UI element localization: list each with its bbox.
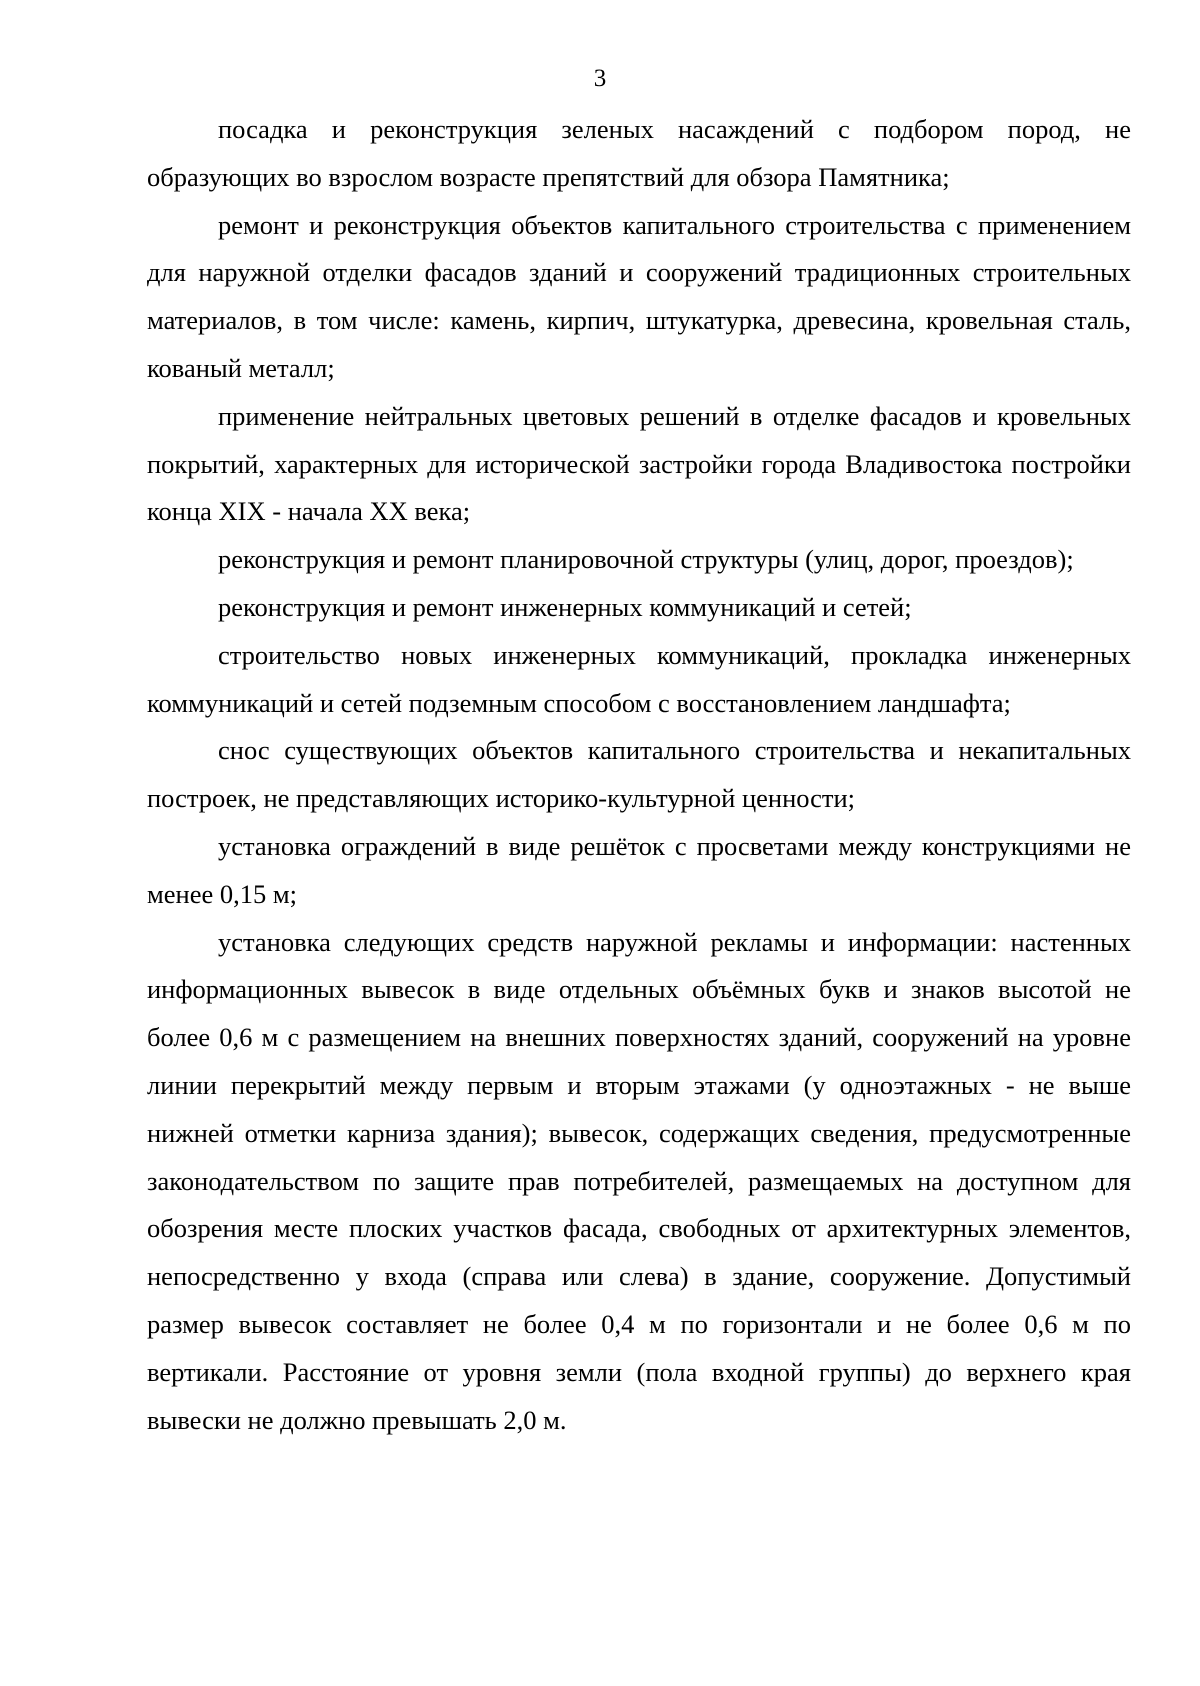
paragraph-demolition: снос существующих объектов капитального строительства и некапитальных построек, не представляющих историко-культурной ценности; [147,735,1131,814]
paragraph-fences: установка ограждений в виде решёток с просветами между конструкциями не менее 0,15 м; [147,830,1131,909]
paragraph-new-engineering-networks: строительство новых инженерных коммуникаций, прокладка инженерных коммуникаций и сетей подземным способом с восстановлением ландшафта; [147,639,1131,718]
paragraph-planning-structure: реконструкция и ремонт планировочной структуры (улиц, дорог, проездов); [218,544,1074,575]
paragraph-green-planting: посадка и реконструкция зеленых насаждений с подбором пород, не образующих во взрослом возрасте препятствий для обзора Памятника; [147,114,1131,192]
paragraph-engineering-networks: реконструкция и ремонт инженерных коммуникаций и сетей; [218,591,912,622]
page-number: 3 [593,65,607,92]
document-body [147,106,1131,1444]
paragraph-signage: установка следующих средств наружной рекламы и информации: настенных информационных вывесок в виде отдельных объёмных букв и знаков высотой не более 0,6 м с размещением на внешних поверхностях зданий, сооружений на уровне линии перекрытий между первым и вторым этажами (у одноэтажных - не выше нижней отметки карниза здания); вывесок, содержащих сведения, предусмотренные законодательством по защите прав потребителей, размещаемых на доступном для обозрения месте плоских участков фасада, свободных от архитектурных элементов, непосредственно у входа (справа или слева) в здание, сооружение. Допустимый размер вывесок составляет не более 0,4 м по горизонтали и не более 0,6 м по вертикали. Расстояние от уровня земли (пола входной группы) до верхнего края вывески не должно превышать 2,0 м. [147,926,1131,1435]
paragraph-repair-reconstruction: ремонт и реконструкция объектов капитального строительства с применением для наружной отделки фасадов зданий и сооружений традиционных строительных материалов, в том числе: камень, кирпич, штукатурка, древесина, кровельная сталь, кованый металл; [147,209,1131,383]
paragraph-neutral-colors: применение нейтральных цветовых решений в отделке фасадов и кровельных покрытий, характерных для исторической застройки города Владивостока постройки конца XIX - начала XX века; [147,400,1131,527]
